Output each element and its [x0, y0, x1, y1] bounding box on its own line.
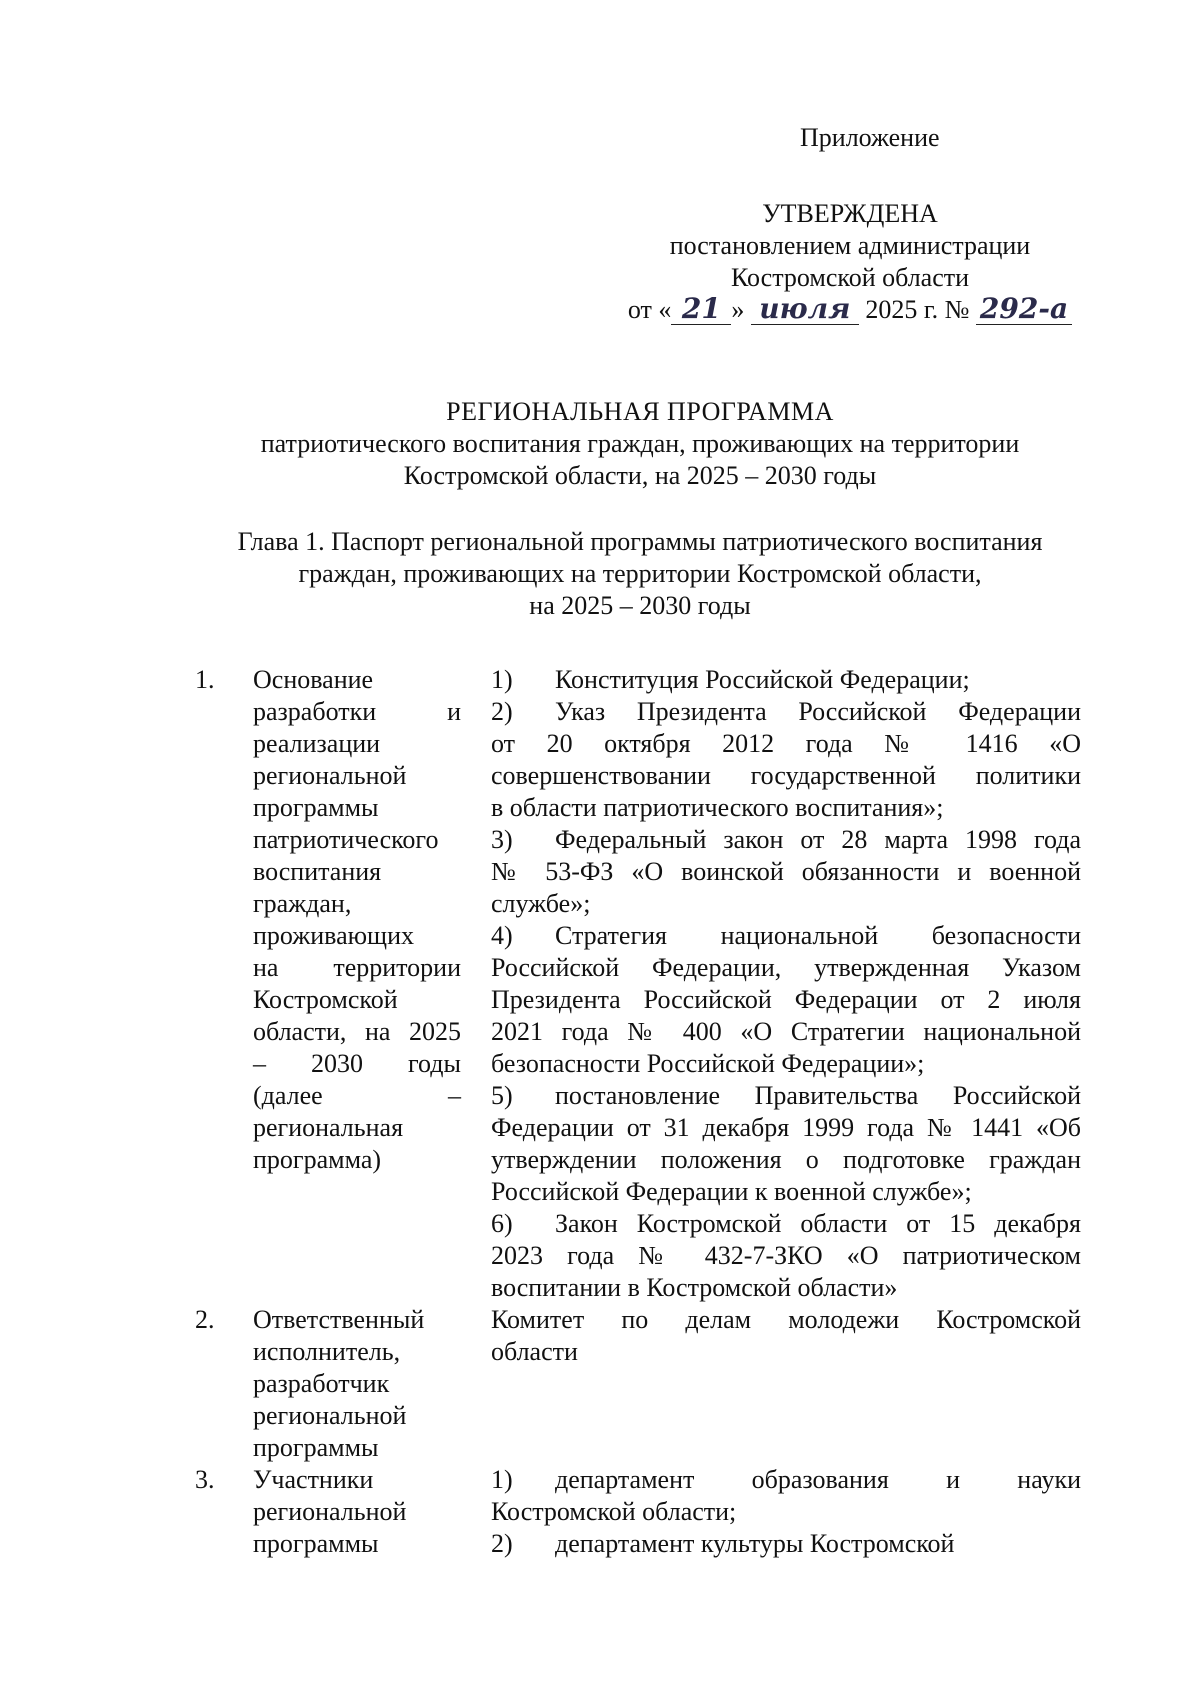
- approved-by-line-1: постановлением администрации: [669, 231, 1031, 260]
- list-item-marker: 6): [491, 1209, 513, 1238]
- passport-table: [195, 664, 1085, 1560]
- list-item: [491, 696, 1081, 824]
- list-item-line: совершенствовании государственной политики: [491, 761, 1081, 790]
- list-item-text: Федеральный закон от 28 марта 1998 года: [555, 825, 1081, 854]
- row-name-line: граждан,: [253, 889, 352, 918]
- row-name-line: патриотического: [253, 825, 439, 854]
- row-number: 1.: [195, 665, 215, 694]
- list-item-text: департамент образования и науки: [555, 1465, 1081, 1494]
- row-description: [491, 1464, 1081, 1560]
- row-number: 3.: [195, 1465, 215, 1494]
- list-item-line: Костромской области;: [491, 1497, 737, 1526]
- row-name-line: региональной: [253, 761, 407, 790]
- approved-heading: УТВЕРЖДЕНА: [762, 199, 938, 228]
- list-item: [491, 1304, 1081, 1368]
- row-name-line: разработки и: [253, 697, 461, 726]
- date-mid: »: [731, 295, 745, 324]
- date-year: 2025 г. №: [865, 295, 970, 324]
- row-name-line: региональная: [253, 1113, 404, 1142]
- list-item-marker: 4): [491, 921, 513, 950]
- list-item-line: [491, 696, 1081, 728]
- row-name-line: разработчик: [253, 1369, 390, 1398]
- list-item-line: безопасности Российской Федерации»;: [491, 1049, 925, 1078]
- program-title-line-3: Костромской области, на 2025 – 2030 годы: [403, 461, 877, 490]
- table-row: [195, 1304, 1085, 1464]
- row-description: [491, 664, 1081, 1304]
- row-name: [253, 664, 461, 1304]
- list-item-text: постановление Правительства Российской: [555, 1081, 1081, 1110]
- handwritten-month: июля: [751, 294, 859, 325]
- list-item: [491, 664, 1081, 696]
- row-name-line: проживающих: [253, 921, 414, 950]
- row-name-line: программа): [253, 1145, 382, 1174]
- list-item-text: департамент культуры Костромской: [555, 1529, 955, 1558]
- list-item-line: Российской Федерации, утвержденная Указом: [491, 953, 1081, 982]
- list-item: [491, 920, 1081, 1080]
- row-number: 2.: [195, 1305, 215, 1334]
- approval-block: [620, 198, 1080, 326]
- appendix-label: Приложение: [800, 123, 940, 152]
- row-name-line: исполнитель,: [253, 1337, 401, 1366]
- list-item-line: [491, 664, 1081, 696]
- list-item-line: от 20 октября 2012 года № 1416 «О: [491, 729, 1081, 758]
- list-item-line: утверждении положения о подготовке граждан: [491, 1145, 1081, 1174]
- program-title: [200, 396, 1080, 492]
- handwritten-doc-number: 292-а: [976, 294, 1072, 325]
- list-item-line: Президента Российской Федерации от 2 июля: [491, 985, 1081, 1014]
- list-item-marker: 2): [491, 697, 513, 726]
- list-item: [491, 1080, 1081, 1208]
- list-item-marker: 5): [491, 1081, 513, 1110]
- list-item-line: службе»;: [491, 889, 591, 918]
- row-name-line: программы: [253, 1529, 379, 1558]
- list-item-line: [491, 1528, 1081, 1560]
- list-item-line: [491, 1080, 1081, 1112]
- row-name-line: программы: [253, 1433, 379, 1462]
- chapter-heading: [170, 526, 1110, 622]
- list-item-line: 2023 года № 432-7-ЗКО «О патриотическом: [491, 1241, 1081, 1270]
- list-item-marker: 2): [491, 1529, 513, 1558]
- list-item: [491, 824, 1081, 920]
- list-item-line: 2021 года № 400 «О Стратегии национальной: [491, 1017, 1081, 1046]
- row-name-line: региональной: [253, 1401, 407, 1430]
- row-name-line: (далее –: [253, 1081, 461, 1110]
- list-item-line: воспитании в Костромской области»: [491, 1273, 898, 1302]
- list-item-line: [491, 1208, 1081, 1240]
- row-name-line: воспитания: [253, 857, 382, 886]
- list-item-marker: 1): [491, 1465, 513, 1494]
- chapter-line-1: Глава 1. Паспорт региональной программы патриотического воспитания: [237, 527, 1043, 556]
- row-name-line: Ответственный: [253, 1305, 425, 1334]
- row-name-line: Костромской: [253, 985, 398, 1014]
- row-name-line: реализации: [253, 729, 381, 758]
- row-name: [253, 1464, 461, 1560]
- row-name-line: программы: [253, 793, 379, 822]
- list-item: [491, 1464, 1081, 1528]
- list-item: [491, 1208, 1081, 1304]
- list-item-line: № 53-ФЗ «О воинской обязанности и военной: [491, 857, 1081, 886]
- list-item-line: [491, 920, 1081, 952]
- program-title-main: РЕГИОНАЛЬНАЯ ПРОГРАММА: [446, 397, 834, 426]
- row-name-line: Участники: [253, 1465, 374, 1494]
- chapter-line-2: граждан, проживающих на территории Костромской области,: [298, 559, 982, 588]
- row-name-line: региональной: [253, 1497, 407, 1526]
- list-item-line: в области патриотического воспитания»;: [491, 793, 944, 822]
- list-item-line: Федерации от 31 декабря 1999 года № 1441 «Об: [491, 1113, 1081, 1142]
- approved-by-line-2: Костромской области: [730, 263, 970, 292]
- list-item-line: Российской Федерации к военной службе»;: [491, 1177, 972, 1206]
- list-item-line: [491, 824, 1081, 856]
- list-item-text: Закон Костромской области от 15 декабря: [555, 1209, 1081, 1238]
- date-prefix: от «: [627, 295, 672, 324]
- row-description: [491, 1304, 1081, 1464]
- list-item-text: Указ Президента Российской Федерации: [555, 697, 1081, 726]
- list-item-line: Комитет по делам молодежи Костромской: [491, 1305, 1081, 1334]
- chapter-line-3: на 2025 – 2030 годы: [529, 591, 751, 620]
- list-item-marker: 1): [491, 665, 513, 694]
- list-item: [491, 1528, 1081, 1560]
- row-name-line: области, на 2025: [253, 1017, 461, 1046]
- table-row: [195, 1464, 1085, 1560]
- row-name-line: – 2030 годы: [253, 1049, 461, 1078]
- table-row: [195, 664, 1085, 1304]
- row-name-line: Основание: [253, 665, 374, 694]
- handwritten-day: 21: [671, 294, 731, 325]
- list-item-marker: 3): [491, 825, 513, 854]
- program-title-line-2: патриотического воспитания граждан, проживающих на территории: [260, 429, 1020, 458]
- list-item-line: [491, 1464, 1081, 1496]
- list-item-line: области: [491, 1337, 578, 1366]
- list-item-text: Стратегия национальной безопасности: [555, 921, 1081, 950]
- row-name: [253, 1304, 461, 1464]
- list-item-text: Конституция Российской Федерации;: [555, 665, 970, 694]
- row-name-line: на территории: [253, 953, 461, 982]
- date-number-line: [620, 294, 1080, 326]
